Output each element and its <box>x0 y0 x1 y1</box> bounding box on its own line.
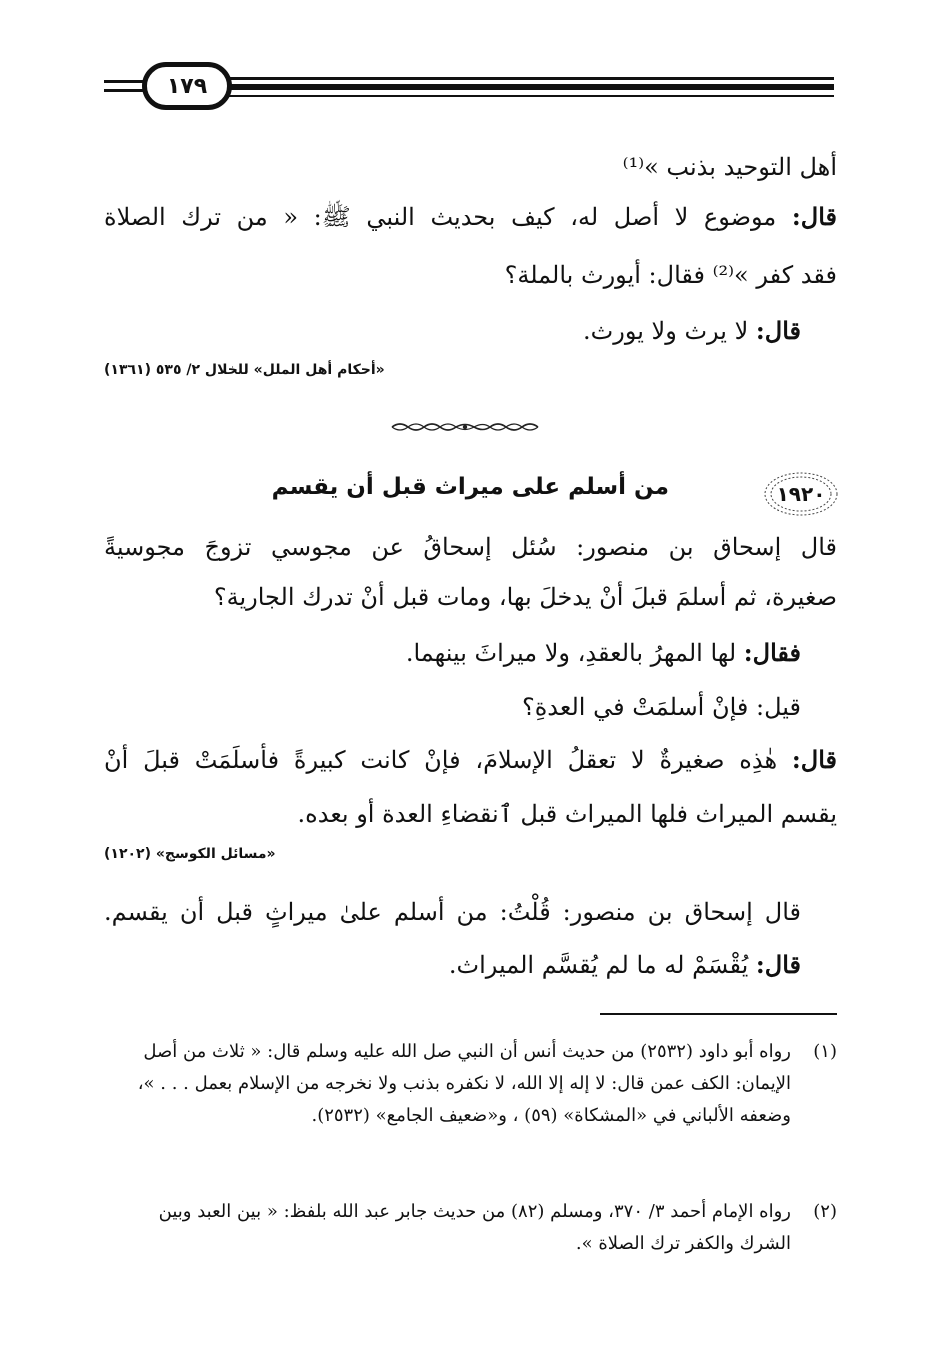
speaker-label: قال: <box>791 202 837 231</box>
page-header <box>104 62 834 112</box>
ornament-divider <box>390 420 540 434</box>
text-line <box>583 314 801 348</box>
speaker-label: فقال: <box>743 638 801 667</box>
header-rule <box>200 84 834 90</box>
text-span: لها المهرُ بالعقدِ، ولا ميراثَ بينهما. <box>405 639 744 667</box>
header-rule <box>200 95 834 97</box>
footnote-number: (٢) <box>813 1201 837 1222</box>
speaker-label: قال: <box>791 745 837 774</box>
text-line <box>104 743 837 777</box>
text-span: موضوع لا أصل له، كيف بحديث النبي ﷺ: « من ترك الصلاة <box>104 203 792 231</box>
page-number: ١٧٩ <box>166 73 208 99</box>
text-line <box>104 200 837 234</box>
text-line: قال إسحاق بن منصور: سُئل إسحاقُ عن مجوسي تزوجَ مجوسيةً <box>104 533 837 561</box>
section-number: ١٩٢٠ <box>776 482 826 506</box>
text-line: قال إسحاق بن منصور: قُلْتُ: من أسلم علىٰ ميراثٍ قبل أن يقسم. <box>104 898 801 926</box>
footnote-text: رواه أبو داود (٢٥٣٢) من حديث أنس أن النبي صل الله عليه وسلم قال: « ثلاث من أصل الإيمان: الكف عمن قال: لا إله إلا الله، لا نكفره بذنب ولا نخرجه من الإسلام بعمل . . . »، وضعفه الألباني في «المشكاة» (٥٩) ، و«ضعيف الجامع» (٢٥٣٢). <box>137 1041 791 1126</box>
text-line <box>449 948 801 982</box>
speaker-label: قال: <box>755 316 801 345</box>
text-span: هٰذِه صغيرةٌ لا تعقلُ الإسلامَ، فإنْ كانت كبيرةً فأسلَمَتْ قبلَ أنْ <box>104 746 792 774</box>
text-span: لا يرث ولا يورث. <box>583 317 756 345</box>
speaker-label: قال: <box>755 950 801 979</box>
header-rule <box>200 77 834 80</box>
text-line: أهل التوحيد بذنب »⁽¹⁾ <box>622 153 837 181</box>
footnote-separator <box>600 1013 837 1015</box>
footnote-text: رواه الإمام أحمد ٣/ ٣٧٠، ومسلم (٨٢) من حديث جابر عبد الله بلفظ: « بين العبد وبين الشرك والكفر ترك الصلاة ». <box>158 1201 791 1254</box>
text-line: يقسم الميراث فلها الميراث قبل ٱنقضاءِ العدة أو بعده. <box>297 800 837 828</box>
page-number-badge <box>142 62 232 110</box>
text-span: يُقْسَمْ له ما لم يُقسَّم الميراث. <box>448 951 756 979</box>
text-line: قيل: فإنْ أسلمَتْ في العدةِ؟ <box>521 693 801 721</box>
section-title: من أسلم على ميراث قبل أن يقسم <box>271 474 669 500</box>
source-reference: «مسائل الكوسج» (١٢٠٢) <box>104 846 276 862</box>
text-line: صغيرة، ثم أسلمَ قبلَ أنْ يدخلَ بها، ومات قبل أنْ تدرك الجارية؟ <box>213 583 837 611</box>
text-line: فقد كفر »⁽²⁾ فقال: أيورث بالملة؟ <box>504 261 837 289</box>
footnote-number: (١) <box>813 1041 837 1062</box>
source-reference: «أحكام أهل الملل» للخلال ٢/ ٥٣٥ (١٣٦١) <box>104 362 385 378</box>
section-number-badge <box>761 470 841 518</box>
text-line <box>406 636 801 670</box>
